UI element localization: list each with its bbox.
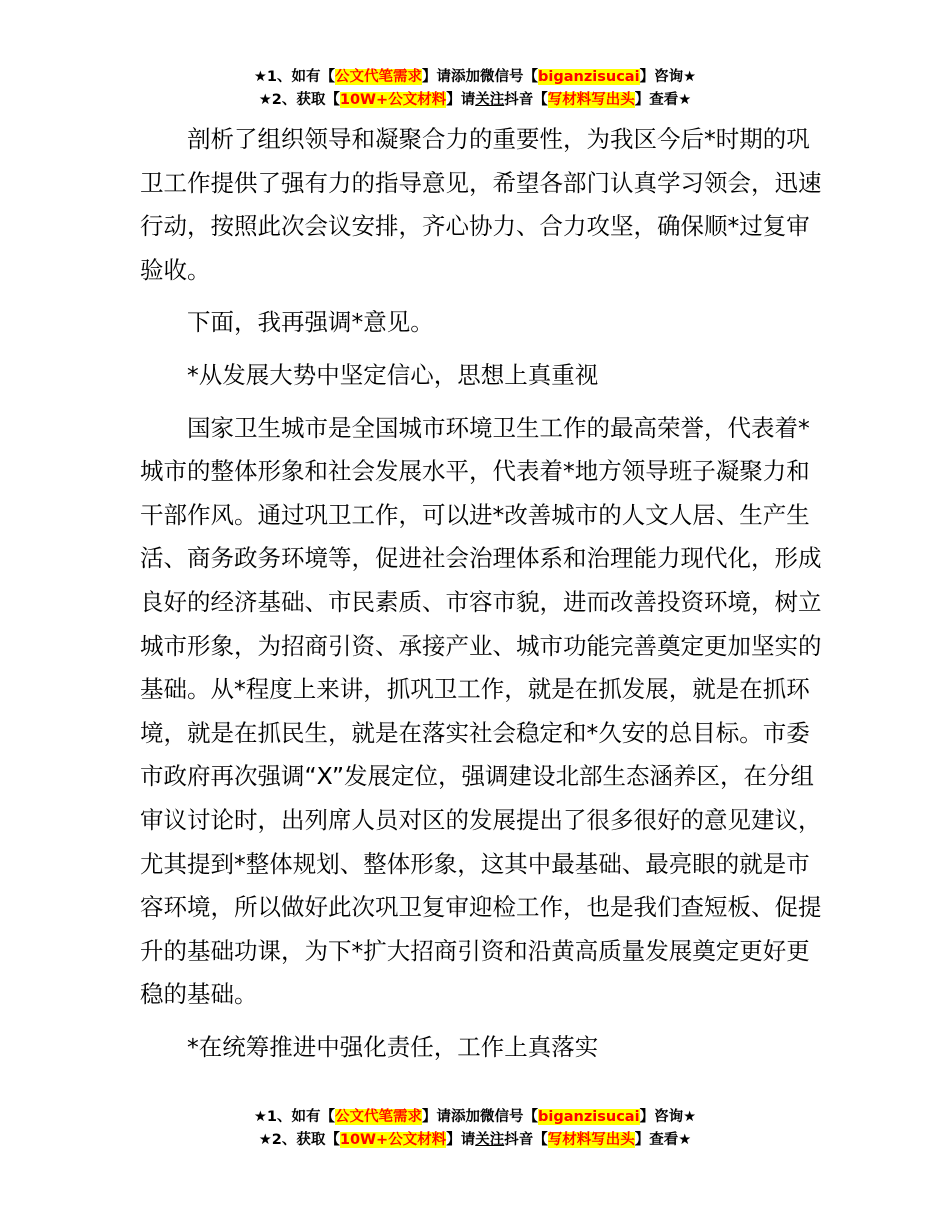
star-icon: ★ (253, 69, 267, 85)
highlight-wechat-id: biganzisucai (538, 69, 640, 85)
highlight-douyin-account: 写材料写出头 (547, 1132, 635, 1148)
paragraph: 国家卫生城市是全国城市环境卫生工作的最高荣誉，代表着*城市的整体形象和社会发展水平，代表着*地方领导班子凝聚力和干部作风。通过巩卫工作，可以进*改善城市的人文人居、生产生活、商务政务环境等，促进社会治理体系和治理能力现代化，形成良好的经济基础、市民素质、市容市貌，进而改善投资环境，树立城市形象，为招商引资、承接产业、城市功能完善奠定更加坚实的基础。从*程度上来讲，抓巩卫工作，就是在抓发展，就是在抓环境，就是在抓民生，就是在落实社会稳定和*久安的总目标。市委市政府再次强调“X”发展定位，强调建设北部生态涵养区，在分组审议讨论时，出列席人员对区的发展提出了很多很好的意见建议，尤其提到*整体规划、整体形象，这其中最基础、最亮眼的就是市容环境，所以做好此次巩卫复审迎检工作，也是我们查短板、促提升的基础功课，为下*扩大招商引资和沿黄高质量发展奠定更好更稳的基础。 (140, 413, 822, 1009)
highlight-ghostwriting: 公文代笔需求 (335, 1109, 423, 1125)
header-banner (0, 66, 950, 112)
footer-banner (0, 1106, 950, 1152)
document-body (140, 118, 830, 1069)
banner-line-2: ★2、获取【10W+公文材料】请关注抖音【写材料写出头】查看★ (258, 92, 692, 108)
star-icon: ★ (258, 92, 272, 108)
underlined-follow: 关注 (475, 92, 505, 108)
banner-line-2: ★2、获取【10W+公文材料】请关注抖音【写材料写出头】查看★ (258, 1132, 692, 1148)
highlight-materials: 10W+公文材料 (339, 1132, 447, 1148)
paragraph: 剖析了组织领导和凝聚合力的重要性，为我区今后*时期的巩卫工作提供了强有力的指导意见，希望各部门认真学习领会，迅速行动，按照此次会议安排，齐心协力、合力攻坚，确保顺*过复审验收。 (140, 125, 822, 284)
highlight-materials: 10W+公文材料 (339, 92, 447, 108)
paragraph: 下面，我再强调*意见。 (187, 308, 434, 337)
highlight-douyin-account: 写材料写出头 (547, 92, 635, 108)
section-heading: *从发展大势中坚定信心，思想上真重视 (187, 360, 599, 389)
underlined-follow: 关注 (475, 1132, 505, 1148)
section-heading: *在统筹推进中强化责任，工作上真落实 (187, 1032, 599, 1061)
star-icon: ★ (258, 1132, 272, 1148)
star-icon: ★ (253, 1109, 267, 1125)
banner-line-1: ★1、如有【公文代笔需求】请添加微信号【biganzisucai】咨询★ (253, 69, 697, 85)
highlight-ghostwriting: 公文代笔需求 (335, 69, 423, 85)
highlight-wechat-id: biganzisucai (538, 1109, 640, 1125)
banner-line-1: ★1、如有【公文代笔需求】请添加微信号【biganzisucai】咨询★ (253, 1109, 697, 1125)
